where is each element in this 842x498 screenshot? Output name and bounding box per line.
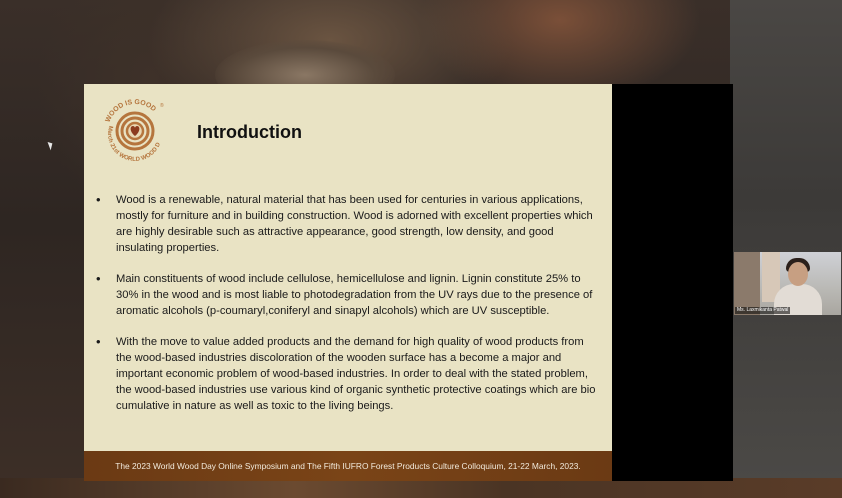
participant-name-label: Ms. Laxmikanta Patwal <box>737 307 789 313</box>
background-bottom-strip <box>0 478 842 498</box>
slide-title: Introduction <box>197 122 302 142</box>
video-background-shelf <box>734 252 760 315</box>
participant-video-tile[interactable] <box>734 252 841 315</box>
registered-mark: ® <box>160 103 164 109</box>
logo-arc-top-text: WOOD IS GOOD <box>104 98 158 124</box>
background-right-area <box>730 0 842 498</box>
world-wood-day-logo <box>98 94 172 168</box>
bullet-item: • Wood is a renewable, natural material that has been used for centuries in various applications, mostly for furniture and in building construction. Wood is adorned with excellent properties which are highly desirable such as attractive appearance, good strength, low density, and good insulating properties. <box>96 192 596 256</box>
presentation-slide <box>84 84 612 481</box>
slide-footer: The 2023 World Wood Day Online Symposium and The Fifth IUFRO Forest Products Culture Colloquium, 21-22 March, 2023. <box>84 451 612 481</box>
logo-arc-side-text: March 21st WORLD WOOD D <box>106 124 163 163</box>
bullet-item: • With the move to value added products and the demand for high quality of wood products from the wood-based industries discoloration of the wooden surface has a become a major and important economic problem of wood-based industries. In order to deal with the stated problem, the wood-based industries use various kind of organic synthetic protective coatings which are bio cumulative in nature as well as toxic to the living beings. <box>96 334 596 414</box>
mouse-cursor-icon <box>48 141 55 151</box>
screen-share-black-area <box>612 84 733 481</box>
bullet-item: • Main constituents of wood include cellulose, hemicellulose and lignin. Lignin constitute 25% to 30% in the wood and is most liable to photodegradation from the UV rays due to the presence of aromatic alcohols (p-coumaryl,coniferyl and sinapyl alcohols) which are UV susceptible. <box>96 271 596 319</box>
participant-face <box>788 262 808 286</box>
bullet-list <box>96 192 596 429</box>
